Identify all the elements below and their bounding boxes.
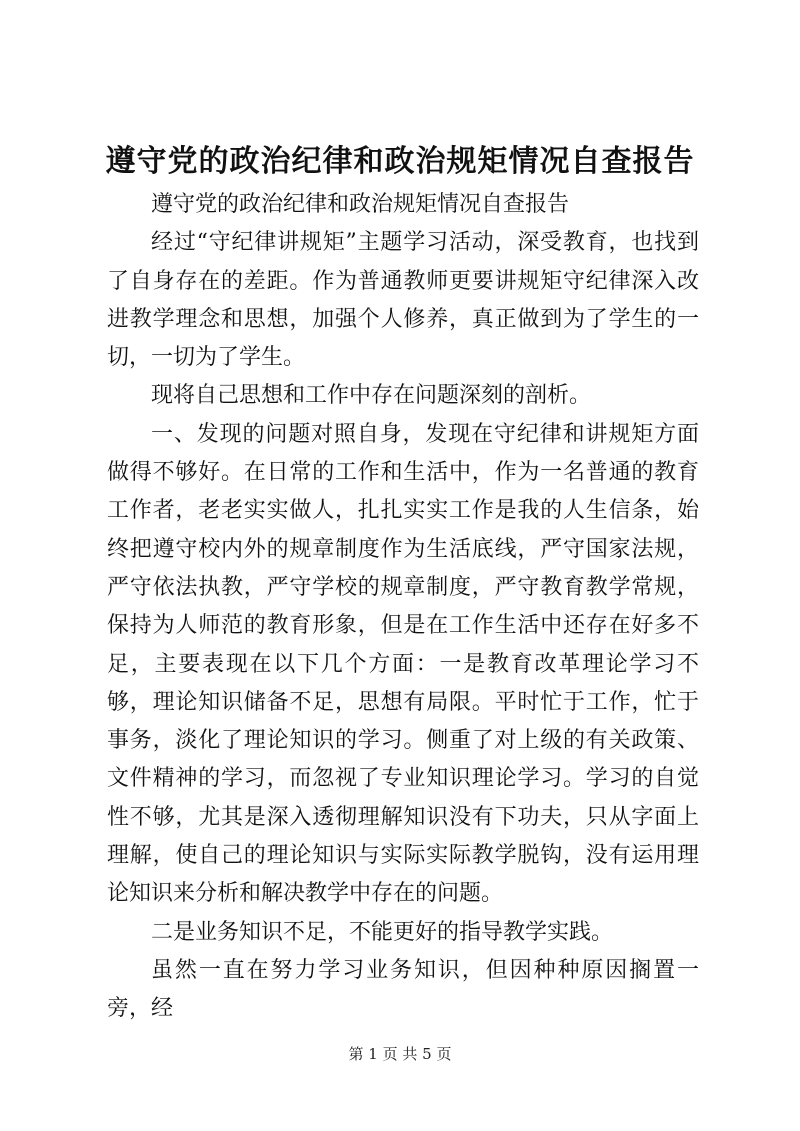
- paragraph-analysis-lead: 现将自己思想和工作中存在问题深刻的剖析。: [151, 383, 592, 409]
- paragraph-continued: 虽然一直在努力学习业务知识，但因种种原因搁置一旁，经: [107, 957, 699, 1022]
- paragraph-subtitle: 遵守党的政治纪律和政治规矩情况自查报告: [151, 192, 570, 217]
- document-body: [107, 186, 699, 1029]
- paragraph-point-two: 二是业务知识不足，不能更好的指导教学实践。: [151, 919, 614, 945]
- paragraph-section-one: 一、发现的问题对照自身，发现在守纪律和讲规矩方面做得不够好。在日常的工作和生活中，作为一名普通的教育工作者，老老实实做人，扎扎实实工作是我的人生信条，始终把遵守校内外的规章制度作为生活底线，严守国家法规，严守依法执教，严守学校的规章制度，严守教育教学常规，保持为人师范的教育形象，但是在工作生活中还存在好多不足，主要表现在以下几个方面：一是教育改革理论学习不够，理论知识储备不足，思想有局限。平时忙于工作，忙于事务，淡化了理论知识的学习。侧重了对上级的有关政策、文件精神的学习，而忽视了专业知识理论学习。学习的自觉性不够，尤其是深入透彻理解知识没有下功夫，只从字面上理解，使自己的理论知识与实际实际教学脱钩，没有运用理论知识来分析和解决教学中存在的问题。: [107, 421, 699, 907]
- page-number-footer: 第 1 页 共 5 页: [348, 1045, 452, 1063]
- paragraph-intro: 经过“守纪律讲规矩”主题学习活动，深受教育，也找到了自身存在的差距。作为普通教师更要讲规矩守纪律深入改进教学理念和思想，加强个人修养，真正做到为了学生的一切，一切为了学生。: [107, 230, 699, 371]
- document-title: 遵守党的政治纪律和政治规矩情况自查报告: [105, 144, 695, 179]
